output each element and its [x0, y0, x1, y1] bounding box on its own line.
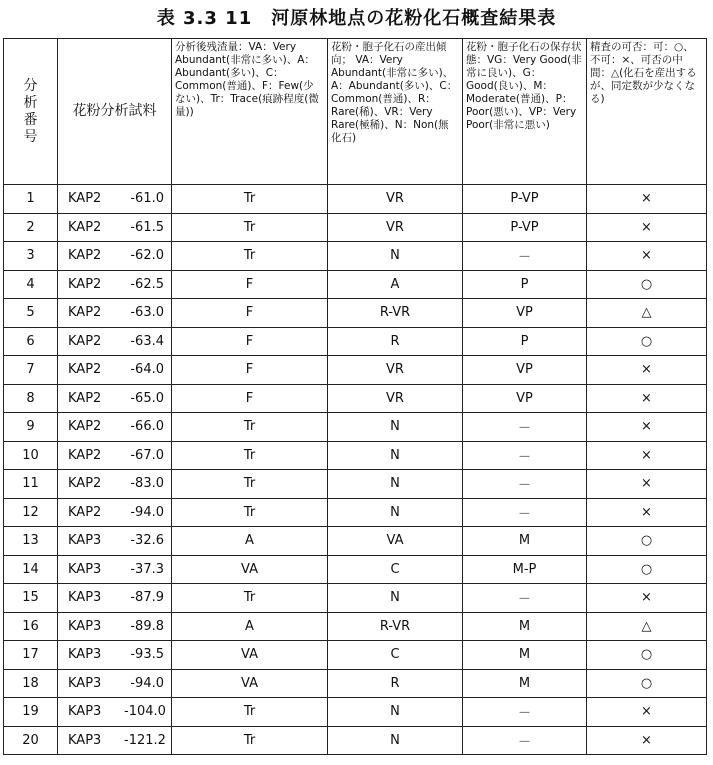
cell-occurrence: R — [328, 669, 463, 698]
header-preservation: 花粉・胞子化石の保存状態：VG：Very Good(非常に良い)、G：Good(良い)、M：Moderate(普通)、P：Poor(悪い)、VP：Very Poor(非常に悪い) — [463, 39, 587, 185]
cell-number: 8 — [4, 384, 58, 413]
header-analysis-number: 分 析 番 号 — [4, 39, 58, 185]
cell-assessment: × — [587, 413, 707, 442]
cell-residue: Tr — [172, 498, 328, 527]
cell-sample — [58, 612, 172, 641]
table-row — [4, 584, 707, 613]
table-row — [4, 441, 707, 470]
cell-preservation: － — [463, 698, 587, 727]
cell-residue: Tr — [172, 213, 328, 242]
header-row — [4, 39, 707, 185]
sample-depth: -94.0 — [130, 675, 164, 691]
cell-number: 13 — [4, 527, 58, 556]
cell-assessment: ○ — [587, 327, 707, 356]
header-residue: 分析後残渣量：VA：Very Abundant(非常に多い)、A：Abundant(多い)、C：Common(普通)、F：Few(少ない)、Tr：Trace(痕跡程度(微量)) — [172, 39, 328, 185]
sample-depth: -63.0 — [130, 305, 164, 321]
cell-number: 4 — [4, 270, 58, 299]
cell-assessment: ○ — [587, 669, 707, 698]
cell-preservation: － — [463, 498, 587, 527]
table-row — [4, 641, 707, 670]
sample-depth: -121.2 — [124, 732, 166, 748]
cell-residue: VA — [172, 641, 328, 670]
cell-occurrence: VA — [328, 527, 463, 556]
sample-depth: -62.5 — [130, 276, 164, 292]
cell-residue: Tr — [172, 441, 328, 470]
table-row — [4, 555, 707, 584]
cell-preservation: － — [463, 470, 587, 499]
header-sample: 花粉分析試料 — [58, 39, 172, 185]
sample-depth: -93.5 — [130, 647, 164, 663]
cell-preservation: M-P — [463, 555, 587, 584]
cell-occurrence: VR — [328, 356, 463, 385]
sample-depth: -37.3 — [130, 561, 164, 577]
cell-residue: VA — [172, 555, 328, 584]
cell-sample — [58, 384, 172, 413]
cell-occurrence: C — [328, 641, 463, 670]
table-row — [4, 612, 707, 641]
cell-residue: Tr — [172, 698, 328, 727]
sample-code: KAP3 — [68, 533, 102, 549]
cell-preservation: P-VP — [463, 213, 587, 242]
cell-sample — [58, 242, 172, 271]
cell-sample — [58, 726, 172, 755]
cell-assessment: × — [587, 384, 707, 413]
cell-sample — [58, 527, 172, 556]
cell-preservation: － — [463, 584, 587, 613]
sample-code: KAP2 — [68, 476, 102, 492]
cell-sample — [58, 641, 172, 670]
cell-residue: F — [172, 327, 328, 356]
pollen-results-table — [3, 38, 707, 755]
cell-number: 12 — [4, 498, 58, 527]
cell-occurrence: VR — [328, 213, 463, 242]
sample-code: KAP2 — [68, 362, 102, 378]
sample-code: KAP2 — [68, 248, 102, 264]
cell-preservation: － — [463, 726, 587, 755]
cell-assessment: × — [587, 213, 707, 242]
sample-code: KAP2 — [68, 191, 102, 207]
sample-depth: -63.4 — [130, 333, 164, 349]
cell-number: 10 — [4, 441, 58, 470]
table-row — [4, 185, 707, 214]
cell-number: 2 — [4, 213, 58, 242]
cell-number: 18 — [4, 669, 58, 698]
cell-assessment: × — [587, 470, 707, 499]
cell-preservation: VP — [463, 356, 587, 385]
cell-residue: F — [172, 384, 328, 413]
cell-assessment: ○ — [587, 270, 707, 299]
cell-sample — [58, 185, 172, 214]
cell-sample — [58, 669, 172, 698]
cell-occurrence: R-VR — [328, 299, 463, 328]
cell-occurrence: N — [328, 470, 463, 499]
sample-code: KAP3 — [68, 590, 102, 606]
sample-code: KAP2 — [68, 447, 102, 463]
cell-occurrence: N — [328, 441, 463, 470]
cell-occurrence: N — [328, 498, 463, 527]
sample-depth: -62.0 — [130, 248, 164, 264]
table-row — [4, 242, 707, 271]
cell-residue: F — [172, 299, 328, 328]
cell-preservation: P — [463, 270, 587, 299]
cell-assessment: ○ — [587, 641, 707, 670]
cell-sample — [58, 555, 172, 584]
cell-sample — [58, 584, 172, 613]
cell-assessment: × — [587, 726, 707, 755]
cell-preservation: M — [463, 612, 587, 641]
sample-depth: -67.0 — [130, 447, 164, 463]
sample-code: KAP2 — [68, 333, 102, 349]
sample-code: KAP3 — [68, 704, 102, 720]
cell-sample — [58, 299, 172, 328]
cell-number: 7 — [4, 356, 58, 385]
sample-depth: -94.0 — [130, 504, 164, 520]
cell-number: 17 — [4, 641, 58, 670]
cell-number: 20 — [4, 726, 58, 755]
cell-assessment: × — [587, 185, 707, 214]
cell-residue: Tr — [172, 584, 328, 613]
cell-sample — [58, 698, 172, 727]
sample-depth: -32.6 — [130, 533, 164, 549]
cell-number: 19 — [4, 698, 58, 727]
cell-occurrence: C — [328, 555, 463, 584]
cell-number: 15 — [4, 584, 58, 613]
cell-preservation: VP — [463, 384, 587, 413]
cell-residue: Tr — [172, 413, 328, 442]
cell-residue: A — [172, 527, 328, 556]
table-row — [4, 299, 707, 328]
sample-depth: -66.0 — [130, 419, 164, 435]
sample-code: KAP2 — [68, 419, 102, 435]
sample-code: KAP2 — [68, 504, 102, 520]
cell-sample — [58, 441, 172, 470]
cell-residue: Tr — [172, 726, 328, 755]
cell-occurrence: R — [328, 327, 463, 356]
cell-residue: Tr — [172, 470, 328, 499]
sample-depth: -83.0 — [130, 476, 164, 492]
cell-residue: Tr — [172, 185, 328, 214]
sample-code: KAP3 — [68, 618, 102, 634]
cell-occurrence: N — [328, 242, 463, 271]
table-row — [4, 213, 707, 242]
table-row — [4, 356, 707, 385]
cell-sample — [58, 327, 172, 356]
table-row — [4, 470, 707, 499]
cell-assessment: × — [587, 242, 707, 271]
cell-assessment: × — [587, 498, 707, 527]
sample-depth: -64.0 — [130, 362, 164, 378]
sample-code: KAP3 — [68, 675, 102, 691]
sample-depth: -87.9 — [130, 590, 164, 606]
table-row — [4, 413, 707, 442]
cell-number: 6 — [4, 327, 58, 356]
cell-occurrence: VR — [328, 384, 463, 413]
cell-preservation: M — [463, 641, 587, 670]
table-row — [4, 669, 707, 698]
table-row — [4, 498, 707, 527]
table-row — [4, 327, 707, 356]
sample-code: KAP3 — [68, 561, 102, 577]
table-row — [4, 726, 707, 755]
cell-preservation: M — [463, 527, 587, 556]
cell-residue: Tr — [172, 242, 328, 271]
cell-occurrence: A — [328, 270, 463, 299]
cell-occurrence: N — [328, 413, 463, 442]
cell-assessment: △ — [587, 612, 707, 641]
sample-depth: -61.0 — [130, 191, 164, 207]
cell-assessment: × — [587, 584, 707, 613]
cell-residue: A — [172, 612, 328, 641]
cell-number: 11 — [4, 470, 58, 499]
sample-depth: -61.5 — [130, 219, 164, 235]
sample-code: KAP3 — [68, 732, 102, 748]
cell-assessment: △ — [587, 299, 707, 328]
cell-preservation: P — [463, 327, 587, 356]
cell-preservation: VP — [463, 299, 587, 328]
cell-number: 5 — [4, 299, 58, 328]
cell-sample — [58, 470, 172, 499]
cell-assessment: × — [587, 441, 707, 470]
cell-preservation: P-VP — [463, 185, 587, 214]
table-row — [4, 384, 707, 413]
cell-assessment: × — [587, 698, 707, 727]
cell-occurrence: N — [328, 698, 463, 727]
cell-preservation: － — [463, 413, 587, 442]
cell-residue: VA — [172, 669, 328, 698]
page-title: 表 3.3 11 河原林地点の花粉化石概査結果表 — [156, 8, 557, 29]
sample-code: KAP2 — [68, 305, 102, 321]
cell-sample — [58, 213, 172, 242]
table-row — [4, 698, 707, 727]
sample-code: KAP2 — [68, 390, 102, 406]
cell-residue: F — [172, 356, 328, 385]
cell-preservation: M — [463, 669, 587, 698]
cell-number: 3 — [4, 242, 58, 271]
header-occurrence: 花粉・胞子化石の産出傾向； VA：Very Abundant(非常に多い)、A：Abundant(多い)、C：Common(普通)、R：Rare(稀)、VR：Very Rare(極稀)、N：Non(無化石) — [328, 39, 463, 185]
cell-assessment: ○ — [587, 527, 707, 556]
cell-sample — [58, 413, 172, 442]
cell-occurrence: N — [328, 584, 463, 613]
cell-preservation: － — [463, 242, 587, 271]
cell-assessment: ○ — [587, 555, 707, 584]
cell-occurrence: R-VR — [328, 612, 463, 641]
cell-number: 1 — [4, 185, 58, 214]
sample-code: KAP2 — [68, 276, 102, 292]
cell-occurrence: N — [328, 726, 463, 755]
cell-sample — [58, 498, 172, 527]
table-row — [4, 270, 707, 299]
cell-number: 9 — [4, 413, 58, 442]
table-row — [4, 527, 707, 556]
cell-residue: F — [172, 270, 328, 299]
sample-depth: -89.8 — [130, 618, 164, 634]
sample-code: KAP3 — [68, 647, 102, 663]
sample-code: KAP2 — [68, 219, 102, 235]
cell-sample — [58, 356, 172, 385]
cell-number: 14 — [4, 555, 58, 584]
sample-depth: -104.0 — [124, 704, 166, 720]
sample-depth: -65.0 — [130, 390, 164, 406]
cell-number: 16 — [4, 612, 58, 641]
cell-assessment: × — [587, 356, 707, 385]
header-assessment: 精査の可否：可：○、不可：×、可否の中間：△(化石を産出するが、同定数が少なくなる) — [587, 39, 707, 185]
cell-preservation: － — [463, 441, 587, 470]
cell-sample — [58, 270, 172, 299]
cell-occurrence: VR — [328, 185, 463, 214]
